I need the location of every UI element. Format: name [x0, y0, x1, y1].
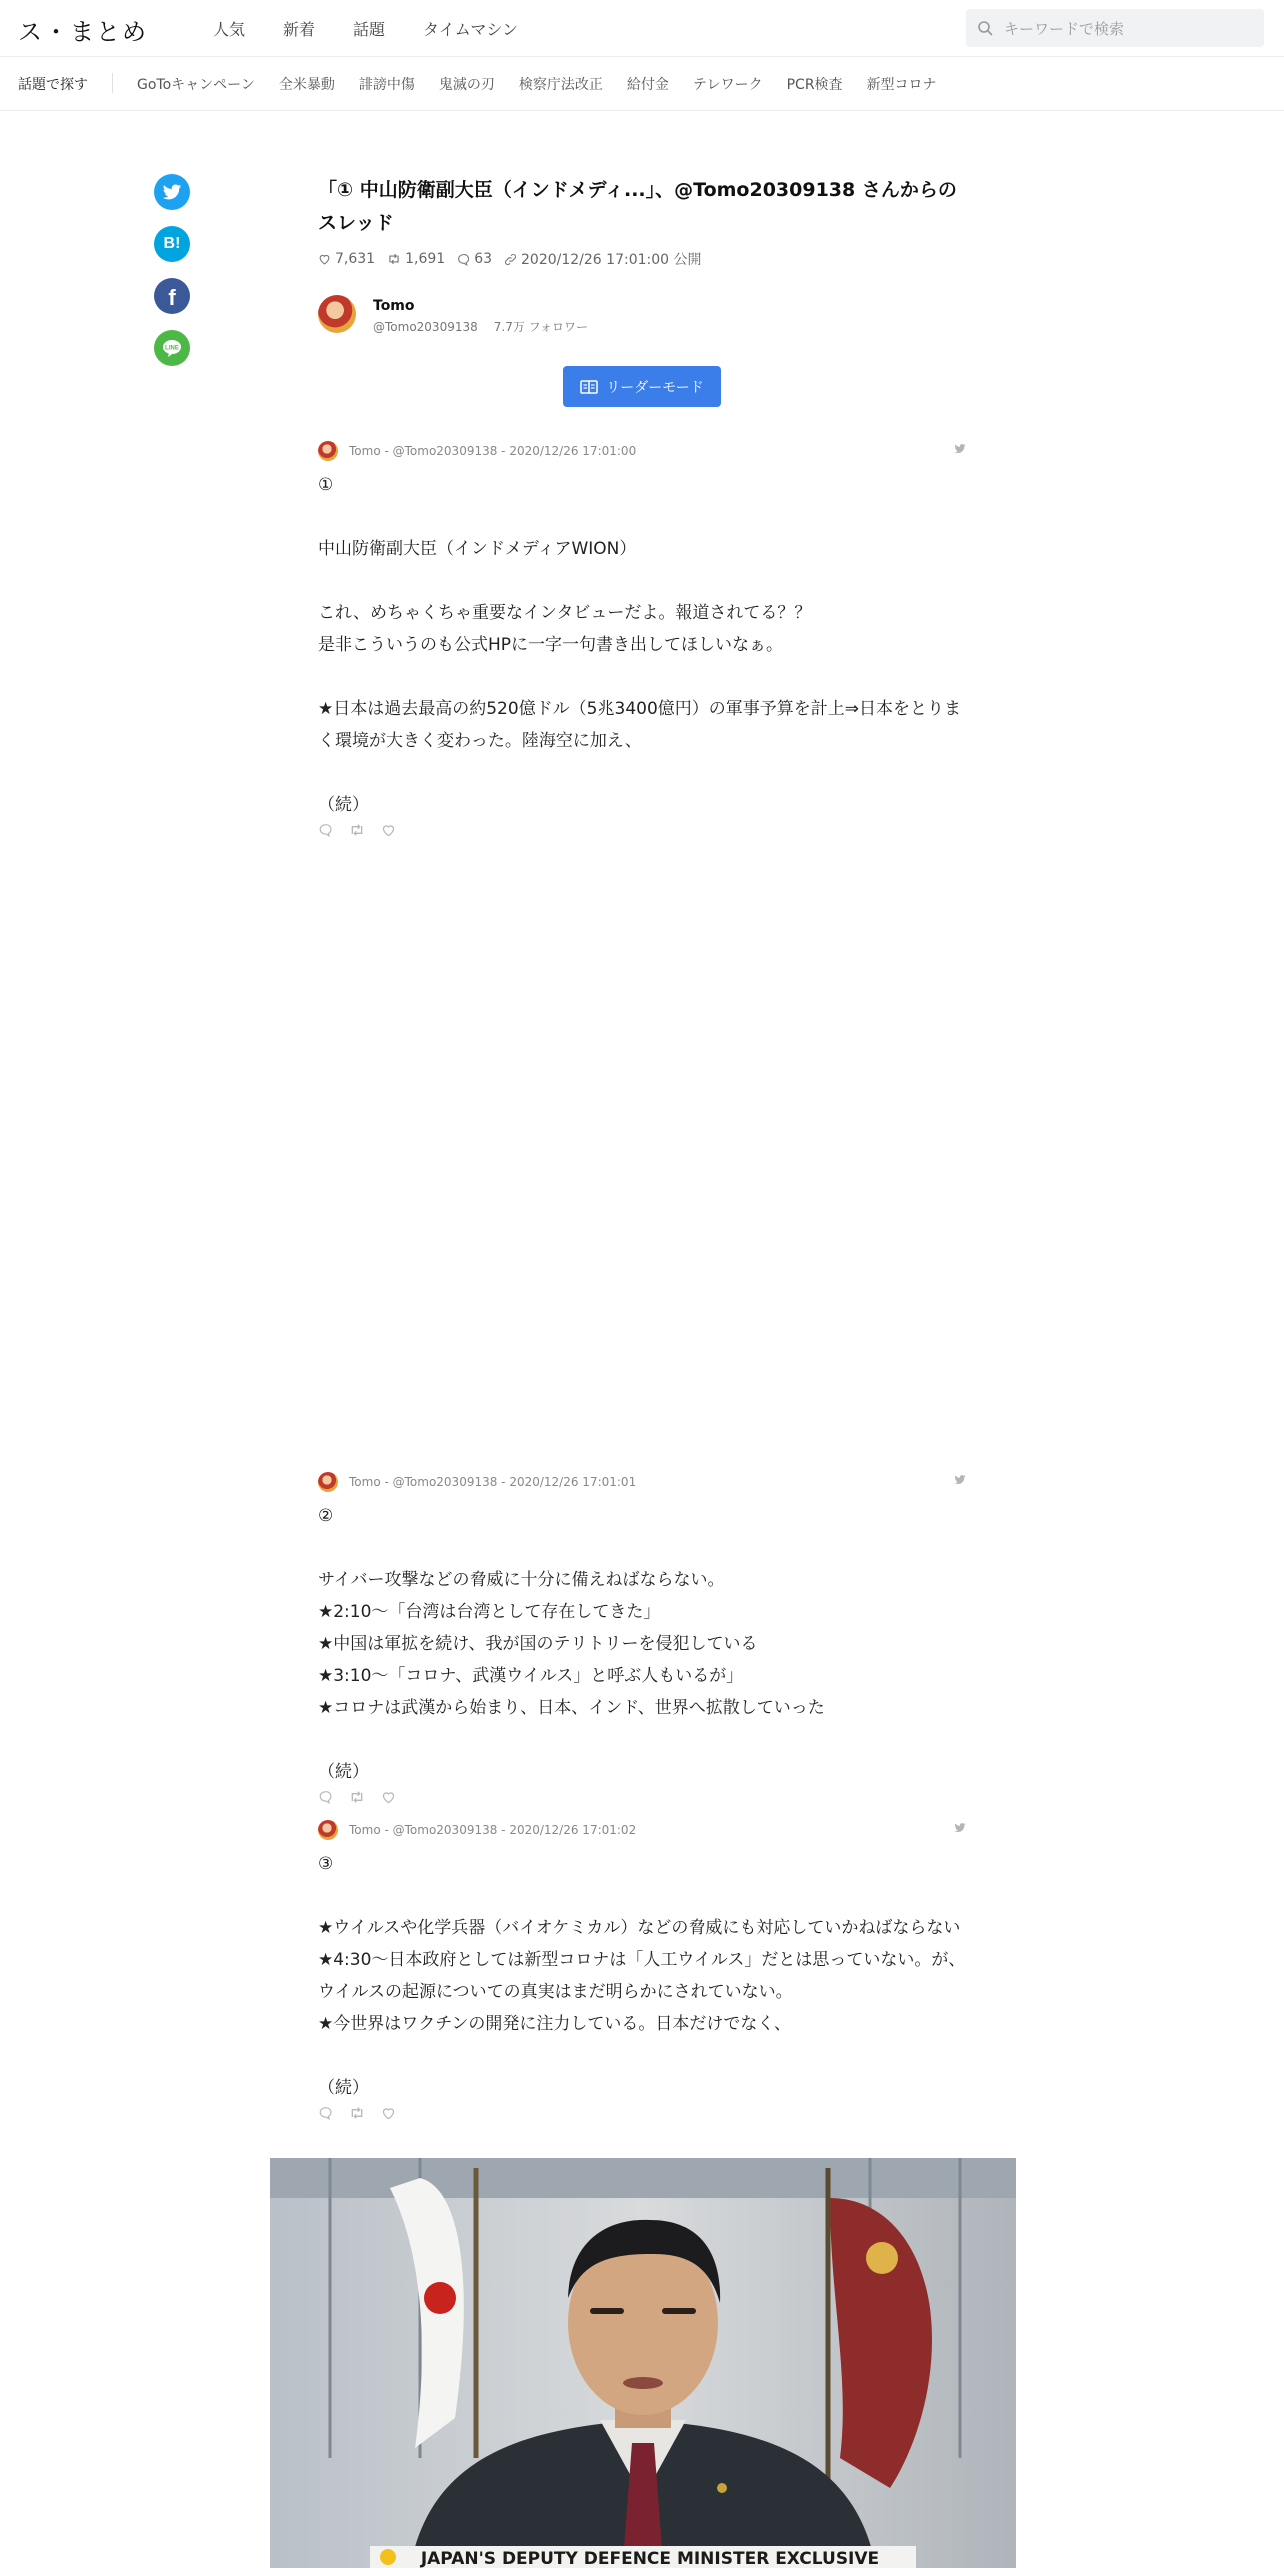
tweet-meta[interactable]: Tomo - @Tomo20309138 - 2020/12/26 17:01:01: [349, 1475, 637, 1489]
tweet-actions: [318, 1790, 966, 1804]
heart-icon: [318, 253, 331, 265]
topic-tag[interactable]: 新型コロナ: [866, 77, 937, 93]
site-logo[interactable]: ス・まとめ: [18, 18, 148, 46]
topic-tag[interactable]: GoToキャンペーン: [137, 77, 255, 93]
tweet-text: ③ ★ウイルスや化学兵器（バイオケミカル）などの脅威にも対応していかねばならない ★4:30～日本政府としては新型コロナは「人工ウイルス」だとは思っていない。が、ウイルスの起源についての真実はまだ明らかにされていない。 ★今世界はワクチンの開発に注力している。日本だけでなく、 （続）: [318, 1854, 966, 2098]
topic-tag[interactable]: 検察庁法改正: [518, 77, 603, 93]
avatar[interactable]: [318, 295, 356, 333]
like-icon[interactable]: [381, 2106, 396, 2120]
share-facebook-button[interactable]: [154, 278, 190, 314]
share-hatena-button[interactable]: [154, 226, 190, 262]
reader-mode-icon: [580, 380, 598, 394]
svg-text:LINE: LINE: [165, 345, 179, 352]
facebook-icon: f: [168, 285, 176, 310]
tweet-media-image[interactable]: [270, 2158, 1016, 2568]
publish-stat: [504, 249, 701, 269]
article-meta: [318, 249, 713, 269]
tweet-actions: [318, 823, 966, 837]
topic-bar: [0, 57, 1284, 111]
publish-date: 2020/12/26 17:01:00 公開: [521, 252, 702, 268]
tweet-header: [318, 1820, 966, 1840]
tweet-text: ② サイバー攻撃などの脅威に十分に備えねばならない。 ★2:10～「台湾は台湾として存在してきた」 ★中国は軍拡を続け、我が国のテリトリーを侵犯している ★3:10～「コロナ、武漢ウイルス」と呼ぶ人もいるが」 ★コロナは武漢から始まり、日本、インド、世界へ拡散していった （続）: [318, 1506, 825, 1782]
topic-tag[interactable]: 全米暴動: [278, 77, 335, 93]
tweet-header: [318, 1472, 966, 1492]
likes-stat: [318, 251, 375, 267]
twitter-icon[interactable]: [954, 444, 966, 454]
retweets-stat: [387, 251, 445, 267]
link-icon: [504, 253, 517, 266]
topic-tag[interactable]: PCR検査: [786, 77, 843, 93]
nav-new[interactable]: 新着: [283, 20, 316, 39]
twitter-icon[interactable]: [954, 1475, 966, 1485]
reader-mode-label: リーダーモード: [606, 379, 704, 396]
retweets-count: 1,691: [405, 251, 446, 267]
topic-tag[interactable]: テレワーク: [692, 77, 763, 93]
twitter-icon: [162, 182, 182, 202]
topic-bar-label: 話題で探す: [18, 77, 88, 93]
author-followers: 7.7万 フォロワー: [493, 320, 589, 334]
share-buttons: [154, 174, 190, 366]
nav-popular[interactable]: 人気: [213, 20, 246, 39]
tweet-avatar[interactable]: [318, 1820, 338, 1840]
main-nav: [213, 17, 556, 40]
tweet-text: ① 中山防衛副大臣（インドメディアWION） これ、めちゃくちゃ重要なインタビューだよ。報道されてる？？ 是非こういうのも公式HPに一字一句書き出してほしいなぁ。 ★日本は過去最高の約520億ドル（5兆3400億円）の軍事予算を計上⇒日本をとりまく環境が大きく変わった。陸海空に加え、 （続）: [318, 475, 962, 815]
reply-icon[interactable]: [318, 2106, 333, 2120]
tweet-actions: [318, 2106, 966, 2120]
author-handle: @Tomo20309138: [373, 320, 478, 334]
comments-stat: [457, 251, 492, 267]
share-twitter-button[interactable]: [154, 174, 190, 210]
tweet-avatar[interactable]: [318, 441, 338, 461]
retweet-icon[interactable]: [349, 1790, 365, 1804]
topic-tags: [137, 74, 961, 94]
page-title: 「① 中山防衛副大臣（インドメディ...」、@Tomo20309138 さんからのスレッド: [318, 179, 957, 234]
comment-icon: [457, 253, 470, 266]
retweet-icon[interactable]: [349, 2106, 365, 2120]
tweet: [318, 441, 966, 837]
reply-icon[interactable]: [318, 823, 333, 837]
search-input[interactable]: [1002, 9, 1256, 49]
retweet-icon[interactable]: [349, 823, 365, 837]
topic-tag[interactable]: 鬼滅の刃: [438, 77, 495, 93]
site-header: [0, 0, 1284, 57]
nav-timemachine[interactable]: タイムマシン: [423, 20, 519, 39]
reply-icon[interactable]: [318, 1790, 333, 1804]
divider: [112, 73, 113, 93]
line-icon: [161, 338, 183, 358]
author-name[interactable]: Tomo: [373, 298, 415, 314]
tweet-header: [318, 441, 966, 461]
tweet: [318, 1472, 966, 1804]
reader-mode-button[interactable]: [563, 366, 721, 407]
like-icon[interactable]: [381, 823, 396, 837]
comments-count: 63: [474, 251, 493, 267]
tweet-avatar[interactable]: [318, 1472, 338, 1492]
like-icon[interactable]: [381, 1790, 396, 1804]
video-still: [270, 2158, 1016, 2568]
author-sub: [373, 318, 588, 335]
search-box[interactable]: [966, 9, 1264, 47]
tweet-meta[interactable]: Tomo - @Tomo20309138 - 2020/12/26 17:01:02: [349, 1823, 637, 1837]
search-icon: [977, 20, 993, 36]
hatena-icon: B!: [163, 235, 181, 252]
tweet-meta[interactable]: Tomo - @Tomo20309138 - 2020/12/26 17:01:00: [349, 444, 637, 458]
retweet-icon: [387, 253, 401, 265]
nav-topics[interactable]: 話題: [353, 20, 386, 39]
topic-tag[interactable]: 誹謗中傷: [358, 77, 415, 93]
twitter-icon[interactable]: [954, 1823, 966, 1833]
video-caption: JAPAN'S DEPUTY DEFENCE MINISTER EXCLUSIVE: [420, 2549, 880, 2568]
topic-tag[interactable]: 給付金: [626, 77, 669, 93]
tweet: [318, 1820, 966, 2120]
likes-count: 7,631: [335, 251, 376, 267]
share-line-button[interactable]: [154, 330, 190, 366]
